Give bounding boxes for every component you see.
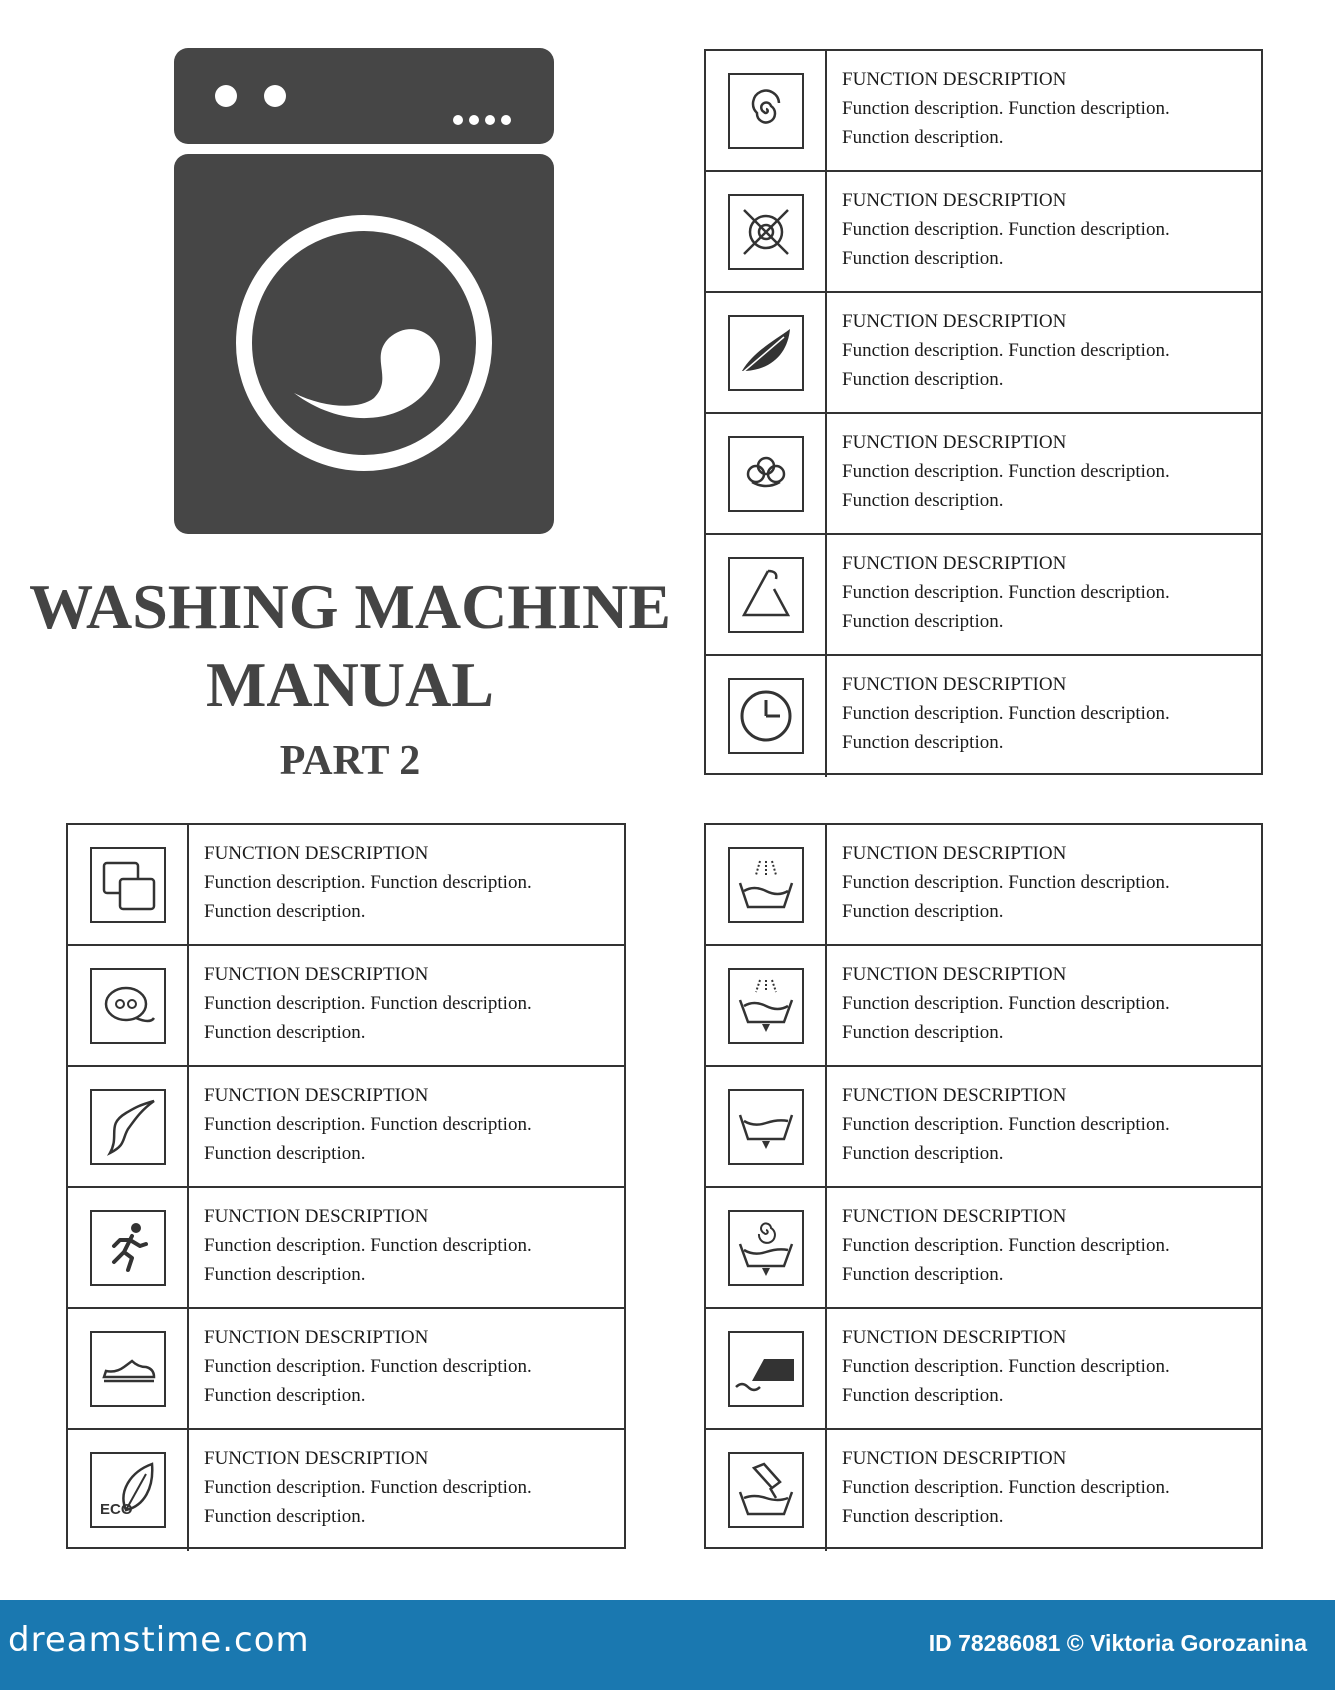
row-heading: FUNCTION DESCRIPTION: [842, 190, 1067, 211]
rinse-tub-icon: [728, 847, 804, 923]
row-line2: Function description.: [842, 127, 1004, 148]
row-line1: Function description. Function description.: [842, 993, 1170, 1014]
table-row: [68, 1067, 624, 1188]
row-line2: Function description.: [842, 732, 1004, 753]
row-heading: FUNCTION DESCRIPTION: [842, 311, 1067, 332]
clock-icon: [728, 678, 804, 754]
manual-title-line1: WASHING MACHINE: [29, 571, 671, 642]
row-line2: Function description.: [842, 248, 1004, 269]
row-line2: Function description.: [204, 1506, 366, 1527]
pillows-icon: [90, 847, 166, 923]
row-heading: FUNCTION DESCRIPTION: [842, 1206, 1067, 1227]
row-heading: FUNCTION DESCRIPTION: [842, 1085, 1067, 1106]
table-row: [68, 825, 624, 946]
washing-machine-icon: [174, 48, 554, 534]
rinse-drain-icon: [728, 968, 804, 1044]
row-heading: FUNCTION DESCRIPTION: [204, 843, 429, 864]
drain-icon: [728, 1089, 804, 1165]
eco-label: ECO: [100, 1501, 133, 1518]
eco-leaf-icon: [90, 1452, 166, 1528]
row-line1: Function description. Function description.: [842, 1477, 1170, 1498]
no-spin-icon: [728, 194, 804, 270]
row-line2: Function description.: [204, 1385, 366, 1406]
row-line2: Function description.: [842, 901, 1004, 922]
image-credit: ID 78286081 © Viktoria Gorozanina: [928, 1630, 1307, 1656]
row-heading: FUNCTION DESCRIPTION: [204, 1327, 429, 1348]
row-heading: FUNCTION DESCRIPTION: [204, 1448, 429, 1469]
baby-pacifier-icon: [90, 968, 166, 1044]
feather-icon: [728, 315, 804, 391]
row-heading: FUNCTION DESCRIPTION: [842, 964, 1067, 985]
row-line1: Function description. Function description.: [842, 340, 1170, 361]
row-heading: FUNCTION DESCRIPTION: [204, 1085, 429, 1106]
table-row: [706, 1067, 1261, 1188]
row-line1: Function description. Function description.: [842, 219, 1170, 240]
row-line2: Function description.: [204, 1022, 366, 1043]
row-line2: Function description.: [842, 490, 1004, 511]
iron-icon: [728, 1331, 804, 1407]
row-heading: FUNCTION DESCRIPTION: [842, 674, 1067, 695]
row-line2: Function description.: [204, 901, 366, 922]
manual-part-label: PART 2: [279, 738, 421, 784]
table-row: [68, 1188, 624, 1309]
row-line2: Function description.: [842, 1143, 1004, 1164]
table-row: [706, 1309, 1261, 1430]
row-line1: Function description. Function description.: [842, 1114, 1170, 1135]
row-line2: Function description.: [204, 1143, 366, 1164]
row-line1: Function description. Function description.: [842, 582, 1170, 603]
table-row: [68, 1430, 624, 1551]
row-line2: Function description.: [842, 1022, 1004, 1043]
spiral-icon: [728, 73, 804, 149]
table-row: [706, 946, 1261, 1067]
sneaker-icon: [90, 1331, 166, 1407]
row-line1: Function description. Function description.: [204, 1114, 532, 1135]
brand-logo[interactable]: dreamstime.com: [8, 1620, 310, 1660]
row-heading: FUNCTION DESCRIPTION: [842, 1327, 1067, 1348]
hanger-icon: [728, 557, 804, 633]
row-line1: Function description. Function description.: [204, 993, 532, 1014]
row-heading: FUNCTION DESCRIPTION: [842, 553, 1067, 574]
row-line2: Function description.: [204, 1264, 366, 1285]
row-line1: Function description. Function description.: [204, 1235, 532, 1256]
cotton-icon: [728, 436, 804, 512]
table-row: [706, 825, 1261, 946]
silk-icon: [90, 1089, 166, 1165]
row-line1: Function description. Function description.: [204, 1356, 532, 1377]
table-row: [706, 1188, 1261, 1309]
row-heading: FUNCTION DESCRIPTION: [204, 964, 429, 985]
table-row: [68, 946, 624, 1067]
table-row: [706, 656, 1261, 777]
manual-title-line2: MANUAL: [206, 649, 494, 720]
footer-bar: [0, 1600, 1335, 1690]
row-line1: Function description. Function description.: [204, 872, 532, 893]
table-row: [68, 1309, 624, 1430]
running-man-icon: [90, 1210, 166, 1286]
row-line1: Function description. Function description.: [842, 703, 1170, 724]
row-line1: Function description. Function description.: [842, 98, 1170, 119]
function-table-bottom-right: [704, 823, 1263, 1549]
row-heading: FUNCTION DESCRIPTION: [204, 1206, 429, 1227]
row-line1: Function description. Function description.: [842, 461, 1170, 482]
function-table-top-right: [704, 49, 1263, 775]
table-row: [706, 1430, 1261, 1551]
table-row: [706, 414, 1261, 535]
table-row: [706, 535, 1261, 656]
function-table-bottom-left: [66, 823, 626, 1549]
table-row: [706, 293, 1261, 414]
row-heading: FUNCTION DESCRIPTION: [842, 69, 1067, 90]
row-line2: Function description.: [842, 1264, 1004, 1285]
row-line2: Function description.: [842, 1506, 1004, 1527]
row-line2: Function description.: [842, 1385, 1004, 1406]
row-line1: Function description. Function description.: [842, 872, 1170, 893]
row-line1: Function description. Function description.: [204, 1477, 532, 1498]
row-line2: Function description.: [842, 369, 1004, 390]
row-heading: FUNCTION DESCRIPTION: [842, 1448, 1067, 1469]
row-heading: FUNCTION DESCRIPTION: [842, 432, 1067, 453]
spin-drain-icon: [728, 1210, 804, 1286]
table-row: [706, 51, 1261, 172]
table-row: [706, 172, 1261, 293]
row-line1: Function description. Function description.: [842, 1235, 1170, 1256]
row-heading: FUNCTION DESCRIPTION: [842, 843, 1067, 864]
row-line2: Function description.: [842, 611, 1004, 632]
row-line1: Function description. Function description.: [842, 1356, 1170, 1377]
hand-wash-icon: [728, 1452, 804, 1528]
